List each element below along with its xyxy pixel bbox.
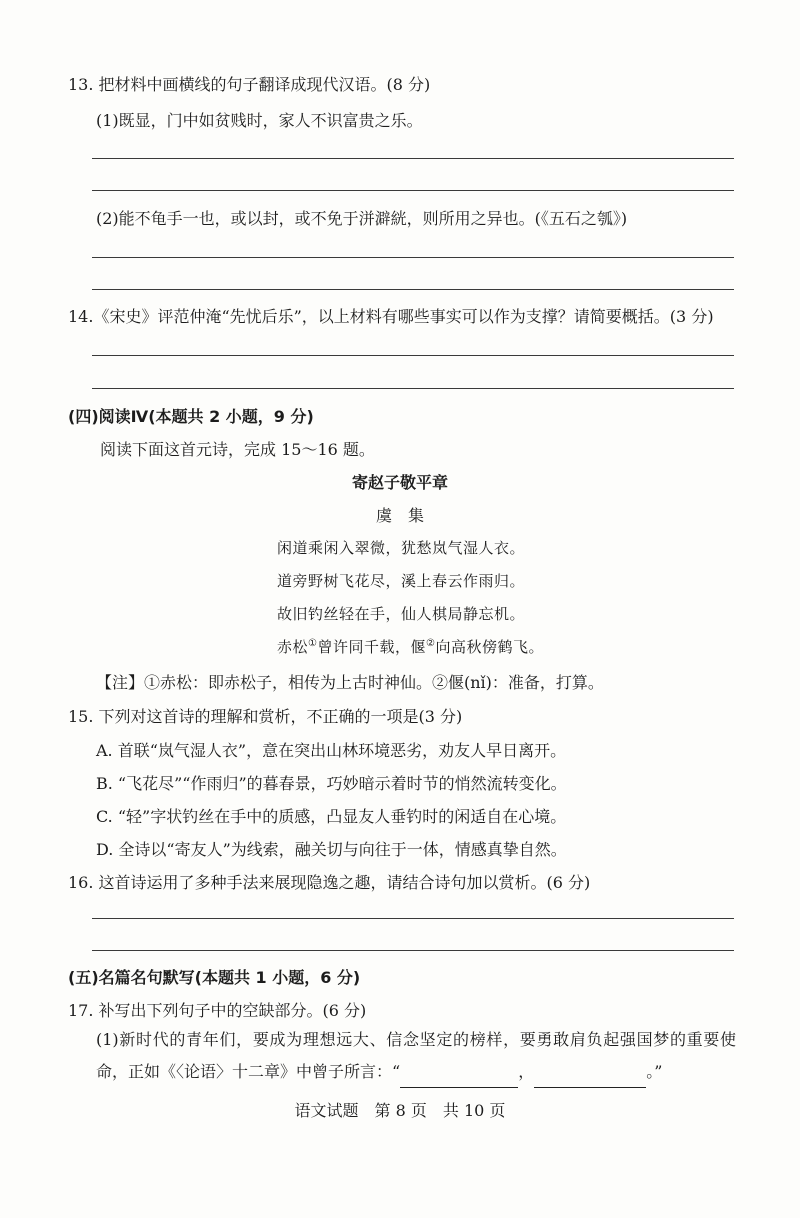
poem-line-4 — [277, 636, 544, 657]
page-footer: 语文试题 第 8 页 共 10 页 — [294, 1101, 506, 1120]
blank-separator: ， — [518, 1062, 535, 1081]
answer-line — [92, 950, 734, 951]
answer-line — [92, 257, 734, 258]
question-13-sub2: (2)能不龟手一也，或以封，或不免于洴澼絖，则所用之异也。(《五石之瓠》) — [96, 209, 628, 228]
option-b: B. “飞花尽”“作雨归”的暮春景，巧妙暗示着时节的悄然流转变化。 — [96, 774, 567, 793]
option-c: C. “轻”字状钓丝在手中的质感，凸显友人垂钓时的闲适自在心境。 — [96, 807, 567, 826]
option-d: D. 全诗以“寄友人”为线索，融关切与向往于一体，情感真挚自然。 — [96, 840, 567, 859]
answer-line — [92, 355, 734, 356]
footnote-marker-1: ① — [308, 638, 318, 649]
poem-author: 虞 集 — [375, 506, 424, 525]
answer-line — [92, 388, 734, 389]
question-14-stem: 14.《宋史》评范仲淹“先忧后乐”，以上材料有哪些事实可以作为支撑？请简要概括。(3 分) — [68, 307, 714, 326]
answer-line — [92, 289, 734, 290]
blank-1[interactable] — [400, 1073, 518, 1088]
question-17-sub1-text: (1)新时代的青年们，要成为理想远大、信念坚定的榜样，要勇敢肩负起强国梦的重要使命，正如《〈论语〉十二章》中曾子所言：“ — [96, 1030, 736, 1081]
answer-line — [92, 918, 734, 919]
section-4-intro: 阅读下面这首元诗，完成 15～16 题。 — [100, 440, 375, 459]
section-5-heading: (五)名篇名句默写(本题共 1 小题，6 分) — [68, 968, 361, 987]
section-4-heading: (四)阅读Ⅳ(本题共 2 小题，9 分) — [68, 407, 314, 426]
option-a: A. 首联“岚气湿人衣”，意在突出山林环境恶劣，劝友人早日离开。 — [96, 741, 567, 760]
poem-line-1: 闲道乘闲入翠微，犹愁岚气湿人衣。 — [277, 539, 526, 557]
answer-line — [92, 190, 734, 191]
question-13-stem: 13. 把材料中画横线的句子翻译成现代汉语。(8 分) — [68, 75, 431, 94]
question-17-stem: 17. 补写出下列句子中的空缺部分。(6 分) — [68, 1001, 367, 1020]
poem-line-2: 道旁野树飞花尽，溪上春云作雨归。 — [277, 572, 526, 590]
question-17-sub1 — [96, 1024, 736, 1088]
blank-2[interactable] — [534, 1073, 646, 1088]
poem-note: 【注】①赤松：即赤松子，相传为上古时神仙。②偃(nǐ)：准备，打算。 — [96, 673, 604, 692]
poem-title: 寄赵子敬平章 — [351, 473, 448, 492]
poem-line-3: 故旧钓丝轻在手，仙人棋局静忘机。 — [277, 605, 526, 623]
question-16-stem: 16. 这首诗运用了多种手法来展现隐逸之趣，请结合诗句加以赏析。(6 分) — [68, 873, 591, 892]
quote-end: 。” — [646, 1062, 663, 1081]
footnote-marker-2: ② — [426, 638, 436, 649]
poem-line-4-part2: 曾许同千载，偃 — [317, 638, 426, 656]
answer-line — [92, 158, 734, 159]
question-15-stem: 15. 下列对这首诗的理解和赏析，不正确的一项是(3 分) — [68, 707, 463, 726]
question-13-sub1: (1)既显，门中如贫贱时，家人不识富贵之乐。 — [96, 111, 423, 130]
poem-line-4-part3: 向高秋傍鹤飞。 — [435, 638, 544, 656]
poem-line-4-part1: 赤松 — [277, 638, 309, 656]
